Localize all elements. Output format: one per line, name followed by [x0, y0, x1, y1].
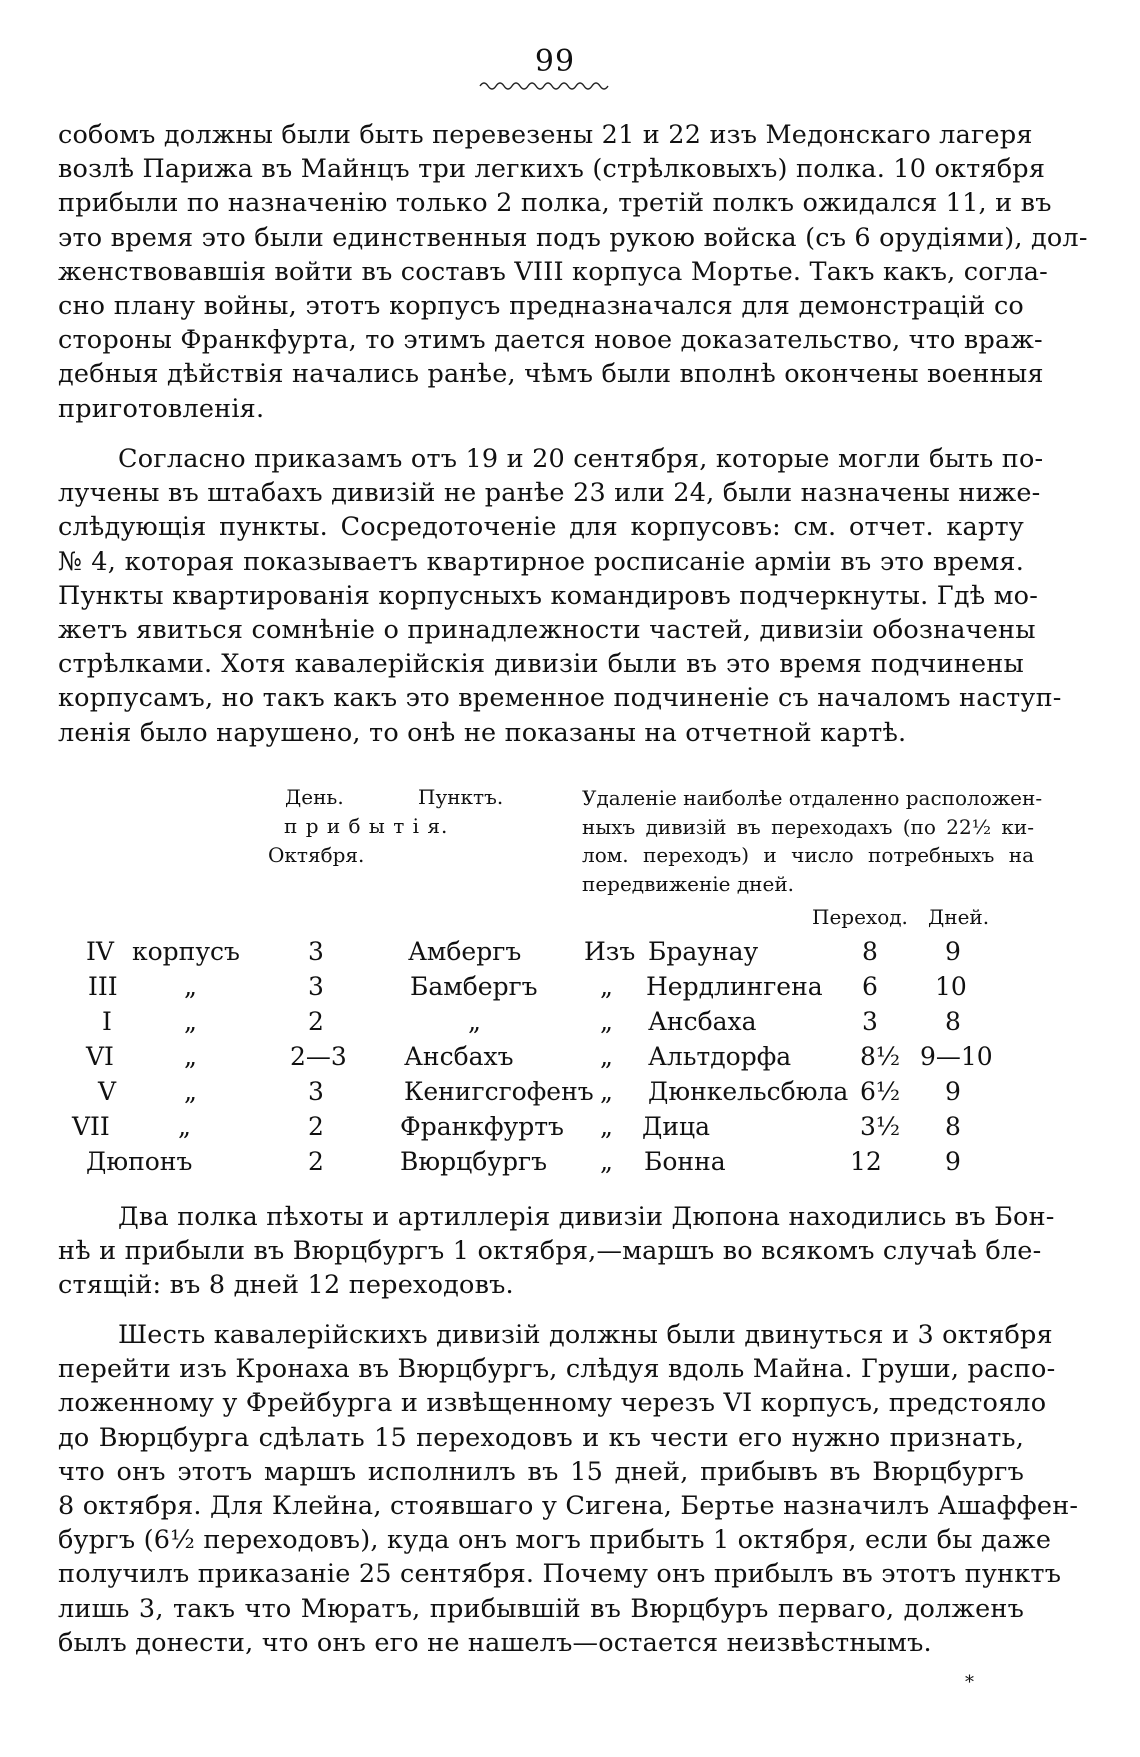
- text-line: Пункты квартированія корпусныхъ командировъ подчеркнуты. Гдѣ мо-: [58, 580, 1039, 611]
- text-line: 8 октября. Для Клейна, стоявшаго у Сигена, Бертье назначилъ Ашаффен-: [58, 1490, 1079, 1521]
- days-count: 8: [945, 1007, 961, 1036]
- header-desc-line: ныхъ дивизій въ переходахъ (по 22½ ки-: [582, 814, 1034, 839]
- corps-number: VI: [86, 1042, 114, 1071]
- origin-prefix: „: [600, 1042, 613, 1071]
- arrival-day: 2—3: [290, 1042, 347, 1071]
- arrival-day: 2: [308, 1007, 324, 1036]
- table-header-month: Октября.: [268, 843, 365, 867]
- origin-place: Дица: [642, 1112, 710, 1141]
- paragraph-4: [58, 1318, 1079, 1660]
- marches-count: 3: [862, 1007, 878, 1036]
- table-header-point: Пунктъ.: [418, 785, 504, 809]
- corps-number: V: [98, 1077, 117, 1106]
- origin-prefix: „: [600, 1007, 613, 1036]
- page-number: 99: [534, 44, 576, 79]
- corps-number: Дюпонъ: [86, 1147, 193, 1176]
- corps-unit: „: [184, 1042, 197, 1071]
- text-line: корпусамъ, но такъ какъ это временное подчиненіе съ началомъ наступ-: [58, 683, 1062, 714]
- marches-count: 6: [862, 972, 878, 1001]
- text-line: прибыли по назначенію только 2 полка, третій полкъ ожидался 11, и въ: [58, 188, 1052, 219]
- text-line: получилъ приказаніе 25 сентября. Почему онъ прибылъ въ этотъ пунктъ: [58, 1559, 1062, 1590]
- arrival-point: Ансбахъ: [404, 1042, 514, 1071]
- corps-unit: „: [184, 1007, 197, 1036]
- text-line: стрѣлками. Хотя кавалерійскія дивизіи были въ это время подчинены: [58, 649, 1024, 680]
- text-line: бургъ (6½ переходовъ), куда онъ могъ прибыть 1 октября, если бы даже: [58, 1525, 1052, 1556]
- text-line: стороны Франкфурта, то этимъ дается новое доказательство, что враж-: [58, 325, 1043, 356]
- paragraph-1: [58, 118, 1088, 426]
- origin-prefix: Изъ: [584, 937, 636, 966]
- corps-unit: „: [184, 1077, 197, 1106]
- marches-count: 8: [862, 937, 878, 966]
- days-count: 9—10: [920, 1042, 993, 1071]
- text-line: Согласно приказамъ отъ 19 и 20 сентября, которые могли быть по-: [118, 444, 1044, 474]
- marches-count: 3½: [860, 1112, 901, 1141]
- arrival-point: „: [468, 1007, 481, 1036]
- text-line: № 4, которая показываетъ квартирное росписаніе арміи въ это время.: [58, 546, 1024, 577]
- days-count: 10: [935, 972, 967, 1001]
- footnote-mark: *: [965, 1672, 974, 1693]
- text-line: до Вюрцбурга сдѣлать 15 переходовъ и къ чести его нужно признать,: [58, 1422, 1024, 1453]
- arrival-point: Амбергъ: [408, 937, 522, 966]
- text-line: слѣдующія пункты. Сосредоточеніе для корпусовъ: см. отчет. карту: [58, 512, 1024, 543]
- origin-place: Браунау: [648, 937, 759, 966]
- origin-place: Нердлингена: [646, 972, 823, 1001]
- paragraph-2: [58, 442, 1062, 750]
- corps-number: I: [102, 1007, 112, 1036]
- table-header-days: Дней.: [928, 905, 990, 929]
- table-header-day: День.: [285, 785, 344, 809]
- origin-place: Ансбаха: [648, 1007, 757, 1036]
- arrival-point: Франкфуртъ: [400, 1112, 564, 1141]
- marches-count: 6½: [860, 1077, 901, 1106]
- text-line: сно плану войны, этотъ корпусъ предназначался для демонстрацій со: [58, 290, 1024, 321]
- origin-prefix: „: [600, 1077, 613, 1106]
- days-count: 9: [945, 1147, 961, 1176]
- arrival-point: Вюрцбургъ: [400, 1147, 547, 1176]
- text-line: нѣ и прибыли въ Вюрцбургъ 1 октября,—маршъ во всякомъ случаѣ бле-: [58, 1236, 1042, 1267]
- corps-number: III: [88, 972, 118, 1001]
- ornament-underline: [478, 80, 612, 90]
- corps-number: VII: [72, 1112, 110, 1141]
- corps-unit: „: [184, 972, 197, 1001]
- days-count: 9: [945, 1077, 961, 1106]
- text-line: лучены въ штабахъ дивизій не ранѣе 23 или 24, были назначены ниже-: [58, 478, 1041, 509]
- arrival-point: Бамбергъ: [410, 972, 538, 1001]
- arrival-day: 2: [308, 1112, 324, 1141]
- text-line: ложенному у Фрейбурга и извѣщенному черезъ VI корпусъ, предстояло: [58, 1388, 1047, 1419]
- days-count: 8: [945, 1112, 961, 1141]
- table-header-distance-description: [582, 784, 1043, 898]
- header-desc-line: передвиженіе дней.: [582, 871, 795, 896]
- text-line: приготовленія.: [58, 393, 265, 424]
- text-line: жетъ явиться сомнѣніе о принадлежности частей, дивизіи обозначены: [58, 614, 1036, 645]
- text-line: собомъ должны были быть перевезены 21 и 22 изъ Медонскаго лагеря: [58, 120, 1033, 150]
- text-line: возлѣ Парижа въ Майнцъ три легкихъ (стрѣлковыхъ) полка. 10 октября: [58, 154, 1046, 185]
- origin-place: Альтдорфа: [648, 1042, 792, 1071]
- arrival-day: 3: [308, 937, 324, 966]
- corps-unit: „: [178, 1112, 191, 1141]
- text-line: это время это были единственныя подъ рукою войска (съ 6 орудіями), дол-: [58, 222, 1088, 253]
- text-line: Два полка пѣхоты и артиллерія дивизіи Дюпона находились въ Бон-: [118, 1202, 1055, 1232]
- origin-place: Дюнкельсбюла: [648, 1077, 849, 1106]
- text-line: дебныя дѣйствія начались ранѣе, чѣмъ были вполнѣ окончены военныя: [58, 359, 1044, 390]
- arrival-point: Кенигсгофенъ: [404, 1077, 594, 1106]
- text-line: лишь 3, такъ что Мюратъ, прибывшій въ Вюрцбуръ перваго, долженъ: [58, 1593, 1024, 1624]
- text-line: былъ донести, что онъ его не нашелъ—остается неизвѣстнымъ.: [58, 1627, 932, 1658]
- header-desc-line: Удаленіе наиболѣе отдаленно расположен-: [582, 786, 1043, 810]
- header-desc-line: лом. переходъ) и число потребныхъ на: [582, 843, 1034, 867]
- origin-prefix: „: [600, 972, 613, 1001]
- origin-prefix: „: [600, 1112, 613, 1141]
- origin-place: Бонна: [644, 1147, 726, 1176]
- marches-count: 8½: [860, 1042, 901, 1071]
- text-line: что онъ этотъ маршъ исполнилъ въ 15 дней, прибывъ въ Вюрцбургъ: [58, 1456, 1024, 1487]
- table-header-arrival: п р и б ы т і я.: [284, 814, 449, 838]
- text-line: перейти изъ Кронаха въ Вюрцбургъ, слѣдуя вдоль Майна. Груши, распо-: [58, 1354, 1056, 1385]
- text-line: стящій: въ 8 дней 12 переходовъ.: [58, 1270, 514, 1301]
- origin-prefix: „: [600, 1147, 613, 1176]
- corps-number: IV: [86, 937, 114, 966]
- corps-unit: корпусъ: [132, 937, 240, 966]
- text-line: женствовавшія войти въ составъ VIII корпуса Мортье. Такъ какъ, согла-: [58, 256, 1048, 287]
- arrival-day: 3: [308, 1077, 324, 1106]
- paragraph-3: [58, 1200, 1055, 1303]
- text-line: Шесть кавалерійскихъ дивизій должны были двинуться и 3 октября: [118, 1320, 1053, 1350]
- marches-count: 12: [850, 1147, 882, 1176]
- text-line: ленія было нарушено, то онѣ не показаны на отчетной картѣ.: [58, 717, 907, 748]
- arrival-day: 2: [308, 1147, 324, 1176]
- table-header-marches: Переход.: [812, 905, 908, 929]
- days-count: 9: [945, 937, 961, 966]
- arrival-day: 3: [308, 972, 324, 1001]
